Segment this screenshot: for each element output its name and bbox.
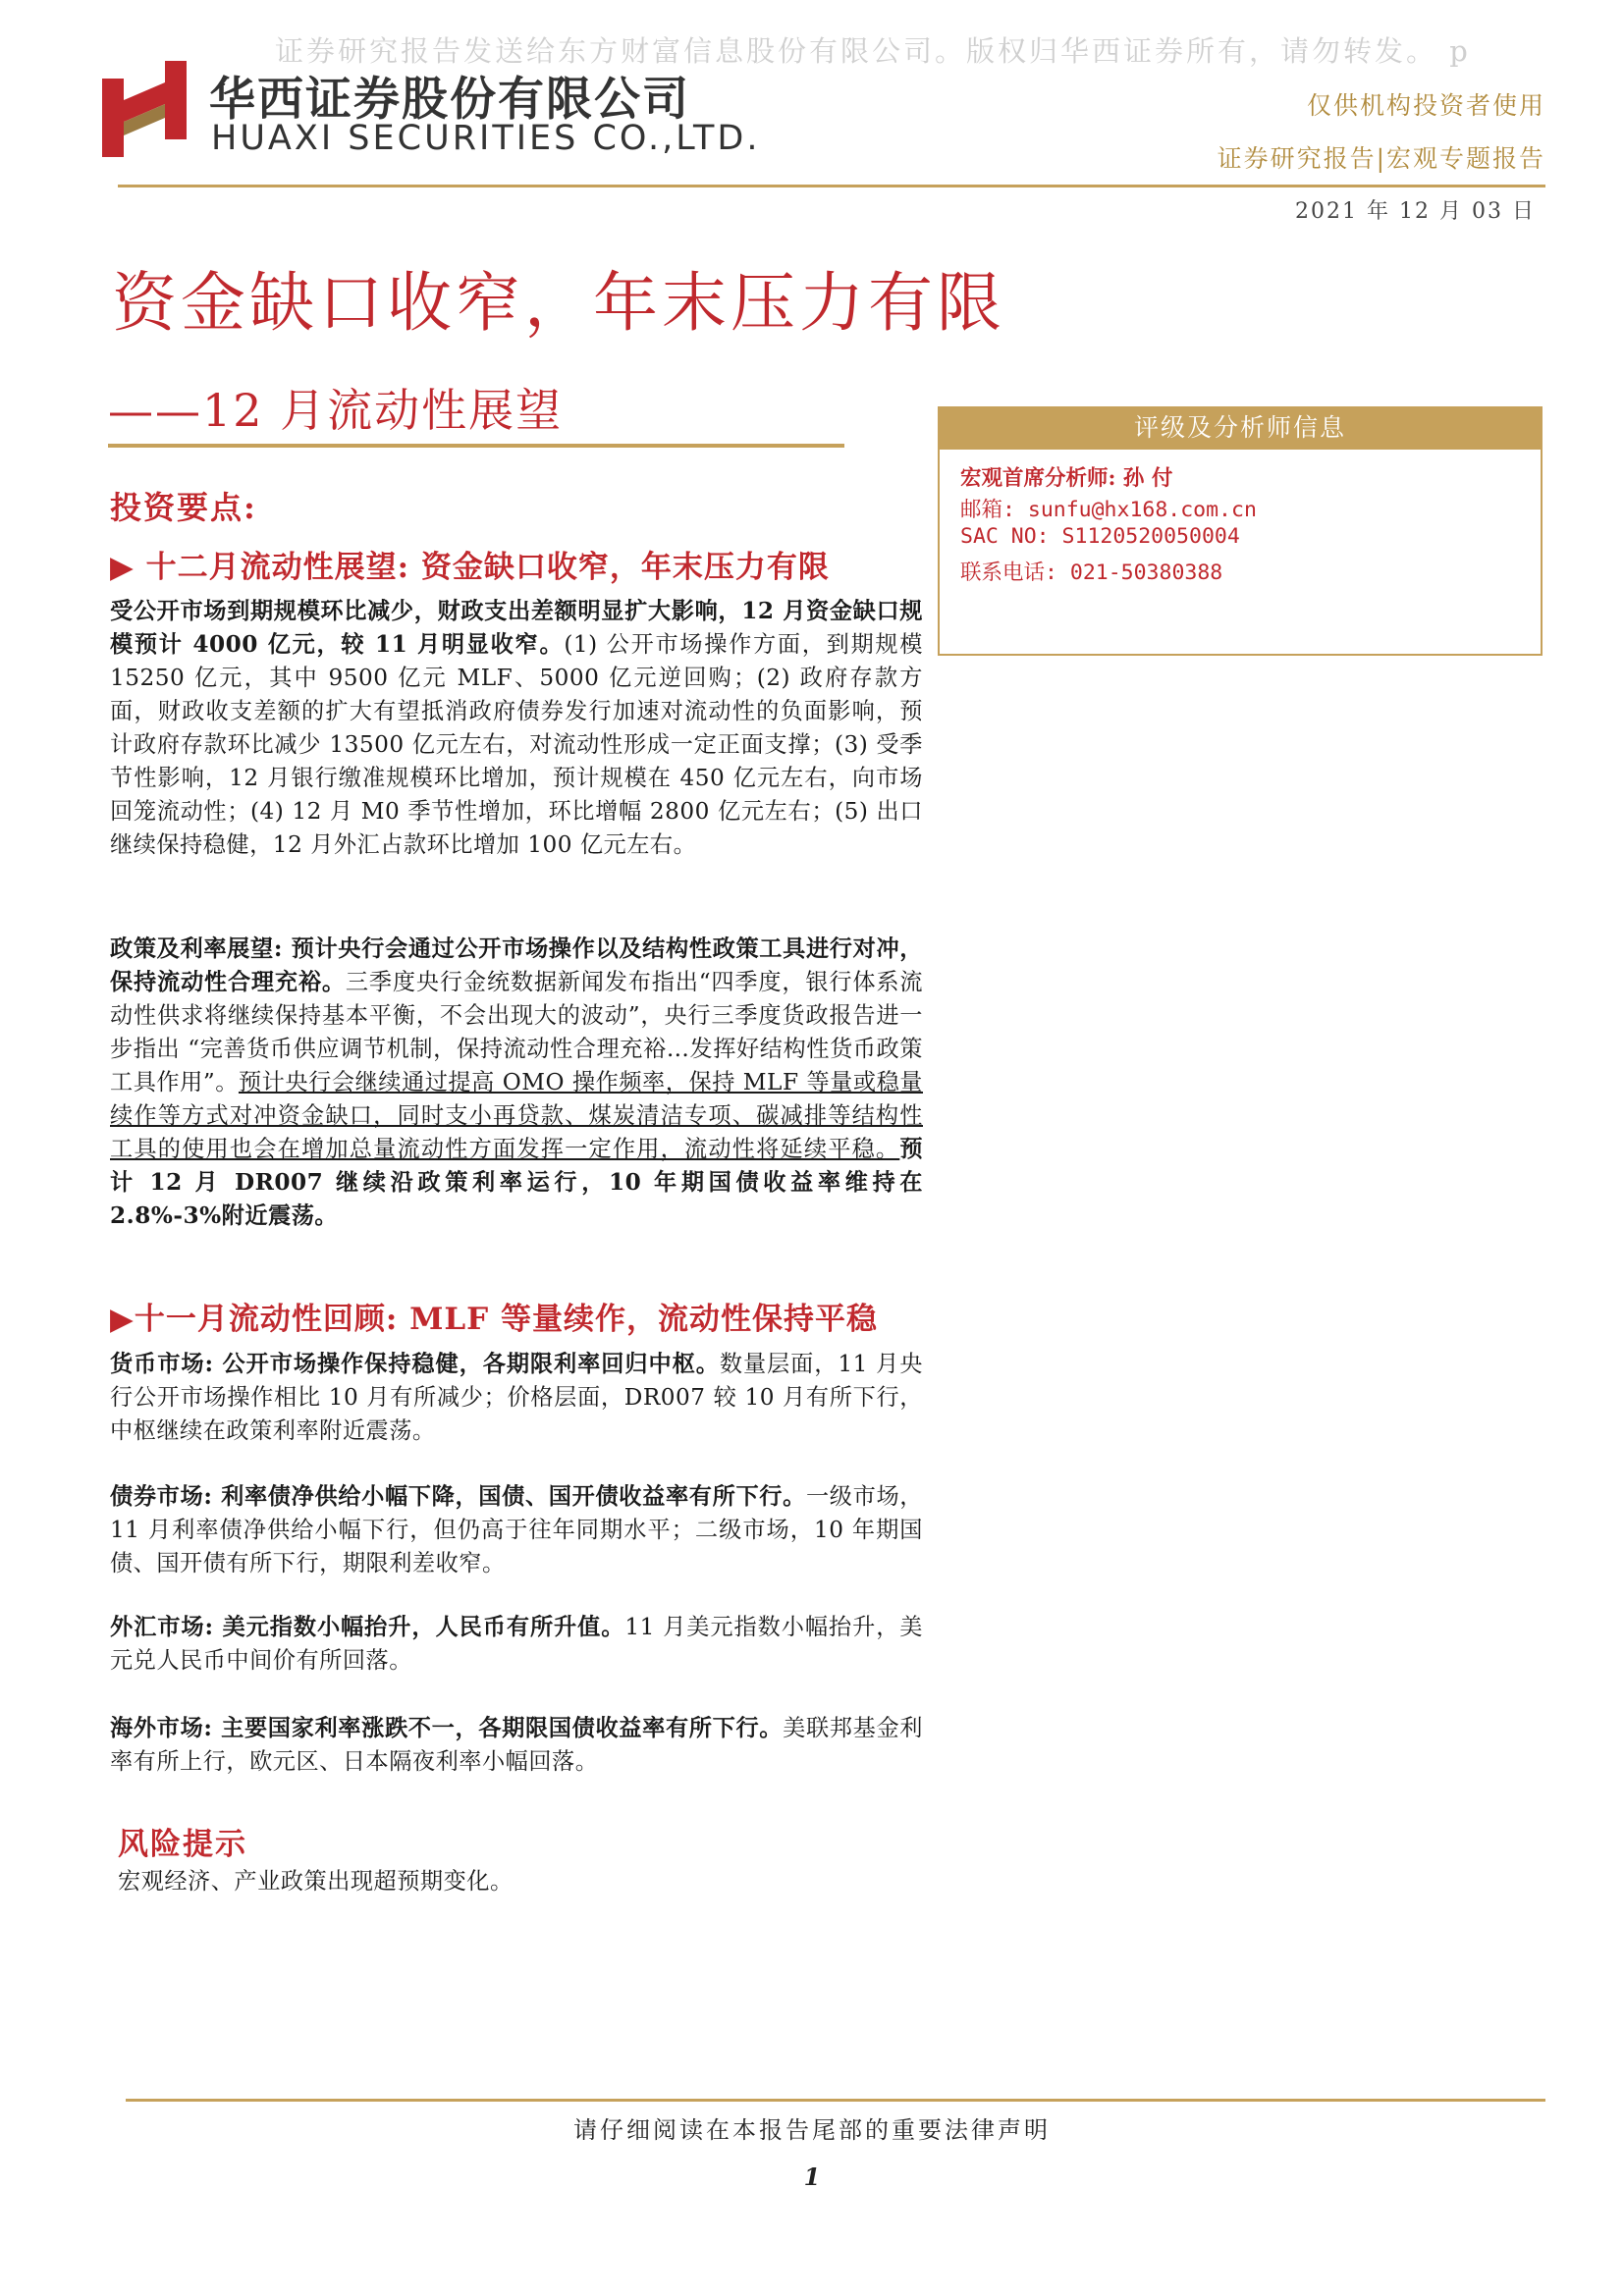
footer-divider	[126, 2099, 1545, 2102]
audience-label: 仅供机构投资者使用	[1306, 91, 1545, 120]
paragraph	[110, 1480, 923, 1580]
risk-text: 宏观经济、产业政策出现超预期变化。	[118, 1868, 514, 1895]
paragraph-body: 一级市场，11 月利率债净供给小幅下行，但仍高于往年同期水平；二级市场，10 年期国债、国开债有所下行，期限利差收窄。	[110, 1483, 923, 1576]
analyst-sac: SAC NO: S1120520050004	[960, 524, 1240, 549]
paragraph-conclusion: 预计 12 月 DR007 继续沿政策利率运行，10 年期国债收益率维持在 2.8%-3%附近震荡。	[110, 1136, 923, 1229]
header-divider	[118, 185, 1545, 187]
key-points-heading: 投资要点:	[110, 489, 257, 526]
paragraph	[110, 1611, 923, 1678]
paragraph-body: 美联邦基金利率有所上行，欧元区、日本隔夜利率小幅回落。	[110, 1715, 923, 1775]
paragraph	[110, 1348, 923, 1448]
paragraph-lead: 政策及利率展望: 预计央行会通过公开市场操作以及结构性政策工具进行对冲，保持流动性合理充裕。	[110, 935, 923, 995]
paragraph-underlined: 预计央行会继续通过提高 OMO 操作频率，保持 MLF 等量或稳量续作等方式对冲资金缺口，同时支小再贷款、煤炭清洁专项、碳减排等结构性工具的使用也会在增加总量流动性方面发挥一定作用，流动性将延续平稳。	[110, 1069, 923, 1162]
section-heading: ▶十一月流动性回顾: MLF 等量续作，流动性保持平稳	[110, 1302, 878, 1337]
paragraph-body: 数量层面，11 月央行公开市场操作相比 10 月有所减少；价格层面，DR007 较 10 月有所下行，中枢继续在政策利率附近震荡。	[110, 1351, 923, 1444]
report-date: 2021 年 12 月 03 日	[1295, 199, 1536, 224]
page-number: 1	[803, 2163, 821, 2191]
paragraph	[110, 595, 923, 862]
analyst-phone: 联系电话: 021-50380388	[960, 561, 1223, 585]
analyst-name: 宏观首席分析师: 孙 付	[960, 466, 1173, 491]
subtitle-divider	[108, 444, 844, 448]
section-heading: ▶ 十二月流动性展望: 资金缺口收窄，年末压力有限	[110, 550, 830, 585]
brand-name-cn: 华西证券股份有限公司	[209, 73, 690, 127]
paragraph-body: (1) 公开市场操作方面，到期规模 15250 亿元，其中 9500 亿元 MLF、5000 亿元逆回购；(2) 政府存款方面，财政收支差额的扩大有望抵消政府债券发行加速对流动性的负面影响，预计政府存款环比减少 13500 亿元左右，对流动性形成一定正面支撑；(3) 受季节性影响，12 月银行缴准规模环比增加，预计规模在 450 亿元左右，向市场回笼流动性；(4) 12 月 M0 季节性增加，环比增幅 2800 亿元左右；(5) 出口继续保持稳健，12 月外汇占款环比增加 100 亿元左右。	[110, 631, 923, 858]
paragraph-lead: 海外市场: 主要国家利率涨跌不一，各期限国债收益率有所下行。	[110, 1715, 784, 1741]
paragraph	[110, 933, 923, 1233]
paragraph	[110, 1712, 923, 1779]
watermark: 证券研究报告发送给东方财富信息股份有限公司。版权归华西证券所有，请勿转发。 p	[275, 34, 1471, 68]
report-title: 资金缺口收窄，年末压力有限	[112, 265, 1005, 341]
analyst-email: 邮箱: sunfu@hx168.com.cn	[960, 498, 1257, 522]
report-subtitle: ——12 月流动性展望	[108, 384, 564, 437]
paragraph-body: 三季度央行金统数据新闻发布指出“四季度，银行体系流动性供求将继续保持基本平衡，不会出现大的波动”，央行三季度货政报告进一步指出 “完善货币供应调节机制，保持流动性合理充裕…发挥好结构性货币政策工具作用”。	[110, 969, 924, 1095]
paragraph-lead: 债券市场: 利率债净供给小幅下降，国债、国开债收益率有所下行。	[110, 1483, 806, 1510]
paragraph-lead: 受公开市场到期规模环比减少，财政支出差额明显扩大影响，12 月资金缺口规模预计 4000 亿元，较 11 月明显收窄。	[110, 598, 923, 658]
paragraph-lead: 货币市场: 公开市场操作保持稳健，各期限利率回归中枢。	[110, 1351, 720, 1377]
paragraph-body: 11 月美元指数小幅抬升，美元兑人民币中间价有所回落。	[110, 1614, 923, 1674]
huaxi-logo-icon	[102, 61, 187, 157]
report-category: 证券研究报告|宏观专题报告	[1217, 144, 1545, 173]
paragraph-lead: 外汇市场: 美元指数小幅抬升，人民币有所升值。	[110, 1614, 625, 1640]
legal-notice: 请仔细阅读在本报告尾部的重要法律声明	[573, 2116, 1051, 2144]
risk-heading: 风险提示	[118, 1827, 247, 1862]
brand-name-en: HUAXI SECURITIES CO.,LTD.	[211, 119, 761, 158]
analyst-box-heading: 评级及分析师信息	[938, 406, 1543, 450]
